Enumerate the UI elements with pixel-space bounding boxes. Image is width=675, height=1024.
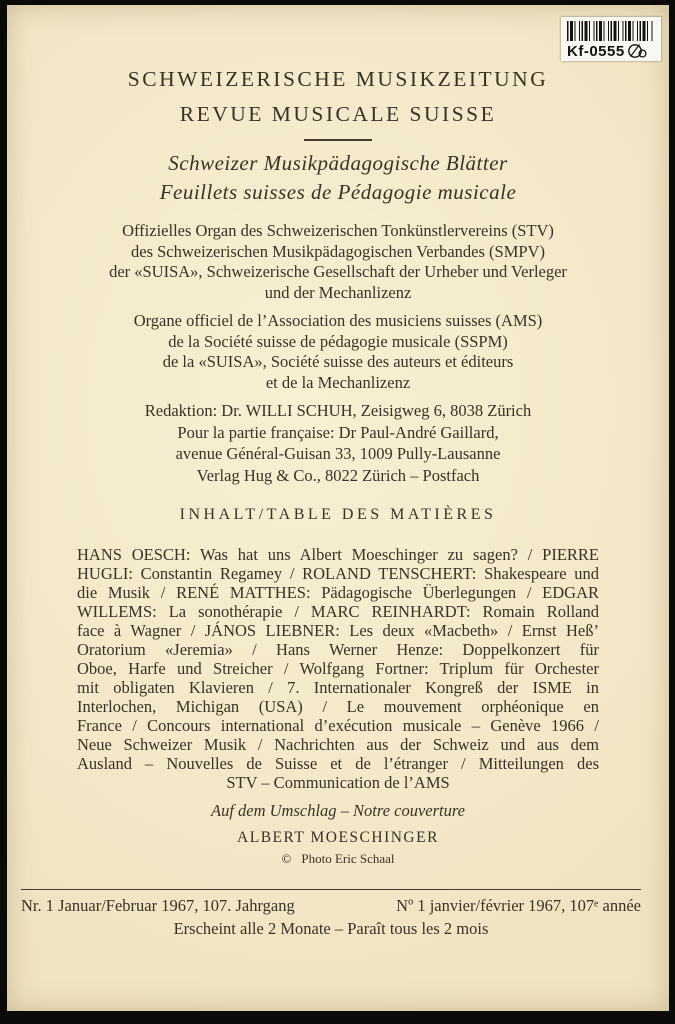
- photo-credit-text: Photo Eric Schaal: [301, 851, 395, 866]
- barcode-icon: [567, 21, 653, 41]
- official-organ-german: [68, 221, 608, 303]
- issue-info-german: Nr. 1 Januar/Februar 1967, 107. Jahrgang: [21, 896, 295, 915]
- journal-title-french: REVUE MUSICALE SUISSE: [179, 102, 497, 126]
- sticker-code: Kf-0555: [567, 42, 625, 60]
- contents-line: face à Wagner / JÁNOS LIEBNER: Les deux «Macbeth» / Ernst Heß’: [77, 621, 599, 640]
- redaktion-line: Verlag Hug & Co., 8022 Zürich – Postfach: [196, 465, 480, 485]
- cover-artist-name: ALBERT MOESCHINGER: [237, 829, 439, 846]
- contents-line: Neue Schweizer Musik / Nachrichten aus der Schweiz und aus dem: [77, 735, 599, 754]
- library-stamp-logo-icon: [627, 42, 647, 60]
- contents-line: Oboe, Harfe und Streicher / Wolfgang Fortner: Triplum für Orchester: [77, 659, 599, 678]
- contents-line: Interlochen, Michigan (USA) / Le mouvement orphéonique en: [77, 697, 599, 716]
- footer-rule: [21, 889, 641, 890]
- publication-frequency: Erscheint alle 2 Monate – Paraît tous les 2 mois: [173, 919, 489, 938]
- contents-line: France / Concours international d’exécution musicale – Genève 1966 /: [77, 716, 599, 735]
- contents-line: die Musik / RENÉ MATTHES: Pädagogische Überlegungen / EDGAR: [77, 583, 599, 602]
- page-paper: [7, 5, 669, 1011]
- organ-de-line: der «SUISA», Schweizerische Gesellschaft der Urheber und Verleger: [109, 262, 567, 281]
- redaktion-line: avenue Général-Guisan 33, 1009 Pully-Lausanne: [175, 444, 501, 463]
- organ-fr-line: et de la Mechanlizenz: [265, 372, 411, 392]
- photo-credit: [68, 851, 608, 867]
- page-content: [68, 5, 608, 867]
- organ-fr-line: de la «SUISA», Société suisse des auteurs et éditeurs: [162, 352, 514, 371]
- copyright-symbol: ©: [281, 851, 292, 866]
- redaktion-line: Pour la partie française: Dr Paul-André Gaillard,: [177, 422, 499, 442]
- contents-last-line: STV – Communication de l’AMS: [226, 773, 450, 792]
- library-barcode-sticker: [561, 17, 661, 61]
- journal-title-german: SCHWEIZERISCHE MUSIKZEITUNG: [127, 67, 549, 91]
- organ-fr-line: de la Société suisse de pédagogie musicale (SSPM): [168, 331, 508, 351]
- organ-de-line: des Schweizerischen Musikpädagogischen Verbandes (SMPV): [131, 241, 545, 261]
- editorial-address-block: [68, 400, 608, 486]
- contents-line: HANS OESCH: Was hat uns Albert Moeschinger zu sagen? / PIERRE: [77, 545, 599, 564]
- table-of-contents-heading: INHALT/TABLE DES MATIÈRES: [179, 506, 497, 523]
- contents-line: WILLEMS: La sonothérapie / MARC REINHARDT: Romain Rolland: [77, 602, 599, 621]
- organ-de-line: Offizielles Organ des Schweizerischen Tonkünstlervereins (STV): [122, 221, 554, 240]
- journal-subtitle-french: Feuillets suisses de Pédagogie musicale: [159, 180, 517, 204]
- journal-subtitle-german: Schweizer Musikpädagogische Blätter: [168, 151, 508, 175]
- imprint-footer: [21, 889, 641, 939]
- cover-caption: Auf dem Umschlag – Notre couverture: [210, 801, 466, 820]
- organ-fr-line: Organe officiel de l’Association des musiciens suisses (AMS): [133, 311, 543, 330]
- issue-info-french: Nº 1 janvier/février 1967, 107ᵉ année: [396, 896, 641, 915]
- official-organ-french: [68, 311, 608, 393]
- organ-de-line: und der Mechanlizenz: [264, 282, 412, 302]
- title-divider-rule: [304, 139, 372, 141]
- redaktion-line: Redaktion: Dr. WILLI SCHUH, Zeisigweg 6, 8038 Zürich: [144, 401, 532, 420]
- contents-line: HUGLI: Constantin Regamey / ROLAND TENSCHERT: Shakespeare und: [77, 564, 599, 583]
- contents-line: Oratorium «Jeremia» / Hans Werner Henze: Doppelkonzert für: [77, 640, 599, 659]
- table-of-contents: [77, 545, 599, 792]
- contents-line: Ausland – Nouvelles de Suisse et de l’étranger / Mitteilungen des: [77, 754, 599, 773]
- contents-line: mit obligaten Klavieren / 7. Internationaler Kongreß der ISME in: [77, 678, 599, 697]
